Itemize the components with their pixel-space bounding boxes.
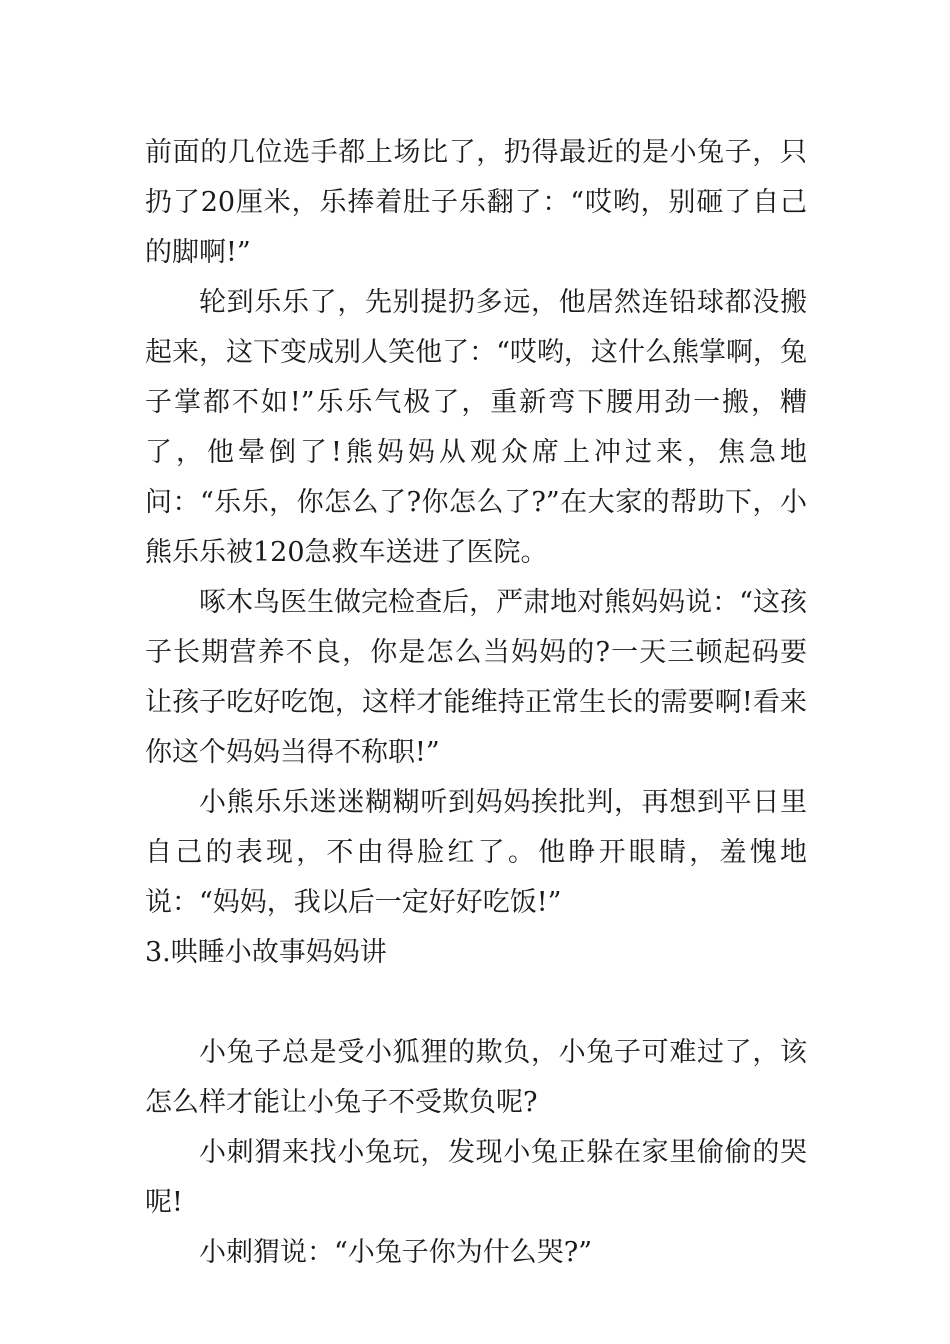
paragraph-2: 轮到乐乐了，先别提扔多远，他居然连铅球都没搬起来，这下变成别人笑他了：“哎哟，这什么熊掌啊，兔子掌都不如!”乐乐气极了，重新弯下腰用劲一搬，糟了，他晕倒了!熊妈妈从观众席上冲过来，焦急地问：“乐乐，你怎么了?你怎么了?”在大家的帮助下，小熊乐乐被120急救车送进了医院。 [145, 287, 807, 568]
paragraph-3: 啄木鸟医生做完检查后，严肃地对熊妈妈说：“这孩子长期营养不良，你是怎么当妈妈的?一天三顿起码要让孩子吃好吃饱，这样才能维持正常生长的需要啊!看来你这个妈妈当得不称职!” [145, 587, 807, 768]
paragraph-6: 小刺猬来找小兔玩，发现小兔正躲在家里偷偷的哭呢! [145, 1137, 807, 1218]
document-body [145, 128, 807, 1278]
paragraph-1: 前面的几位选手都上场比了，扔得最近的是小兔子，只扔了20厘米，乐捧着肚子乐翻了：“哎哟，别砸了自己的脚啊!” [145, 137, 807, 268]
paragraph-5: 小兔子总是受小狐狸的欺负，小兔子可难过了，该怎么样才能让小兔子不受欺负呢? [145, 1037, 807, 1118]
section-spacer [145, 978, 807, 1028]
paragraph-4: 小熊乐乐迷迷糊糊听到妈妈挨批判，再想到平日里自己的表现，不由得脸红了。他睁开眼睛，羞愧地说：“妈妈，我以后一定好好吃饭!” [145, 787, 807, 918]
paragraph-7: 小刺猬说：“小兔子你为什么哭?” [199, 1237, 593, 1268]
section-heading: 3.哄睡小故事妈妈讲 [145, 937, 387, 968]
